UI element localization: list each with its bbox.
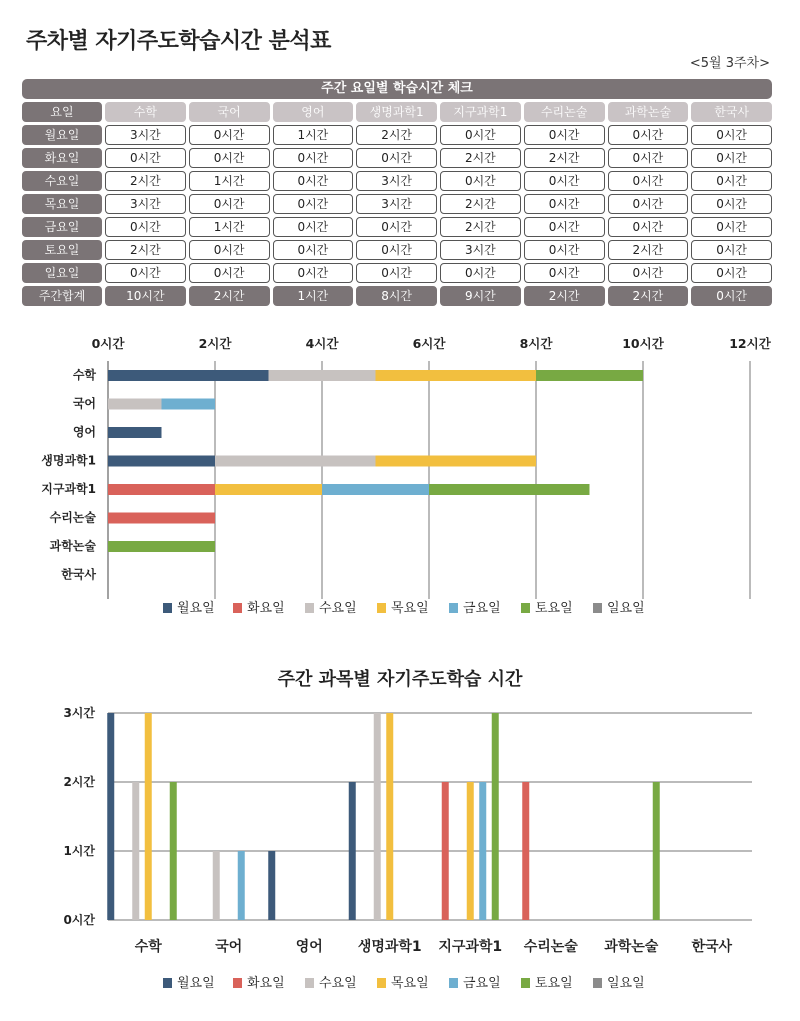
legend-swatch — [449, 978, 458, 988]
x-tick-label: 12시간 — [729, 336, 771, 351]
bar — [238, 851, 245, 920]
y-tick-label: 1시간 — [63, 844, 95, 858]
legend-label: 목요일 — [391, 601, 429, 616]
table-cell: 0시간 — [608, 217, 689, 237]
table-cell: 2시간 — [440, 194, 521, 214]
legend-label: 화요일 — [247, 601, 285, 616]
row-day-label: 토요일 — [22, 240, 102, 260]
table-cell: 1시간 — [189, 171, 270, 191]
table-cell: 1시간 — [189, 217, 270, 237]
legend-label: 수요일 — [319, 976, 357, 991]
y-category-label: 영어 — [72, 425, 96, 439]
x-category-label: 수리논술 — [523, 939, 578, 955]
legend-swatch — [163, 603, 172, 613]
table-cell: 0시간 — [691, 194, 772, 214]
total-cell: 2시간 — [189, 286, 270, 306]
total-cell: 2시간 — [608, 286, 689, 306]
y-category-label: 수학 — [72, 368, 96, 382]
y-category-label: 생명과학1 — [41, 453, 96, 468]
table-cell: 0시간 — [608, 171, 689, 191]
y-category-label: 과학논술 — [49, 539, 96, 553]
table-cell: 0시간 — [691, 240, 772, 260]
bar — [374, 713, 381, 920]
y-category-label: 수리논술 — [49, 510, 96, 525]
legend-label: 목요일 — [391, 976, 429, 991]
table-cell: 0시간 — [691, 217, 772, 237]
table-row — [22, 125, 772, 145]
table-cell: 0시간 — [691, 263, 772, 283]
table-cell: 3시간 — [105, 125, 186, 145]
legend-label: 월요일 — [177, 976, 215, 991]
table-cell: 0시간 — [440, 125, 521, 145]
total-label: 주간합계 — [22, 286, 102, 306]
table-cell: 0시간 — [189, 263, 270, 283]
row-day-label: 수요일 — [22, 171, 102, 191]
x-category-label: 수학 — [134, 939, 162, 955]
column-header-day: 요일 — [22, 102, 102, 122]
legend-label: 화요일 — [247, 976, 285, 991]
table-cell: 0시간 — [608, 194, 689, 214]
table-cell: 0시간 — [524, 217, 605, 237]
x-tick-label: 6시간 — [412, 336, 446, 351]
table-row — [22, 148, 772, 168]
legend-label: 일요일 — [607, 976, 645, 991]
x-category-label: 과학논술 — [604, 939, 659, 955]
table-cell: 3시간 — [105, 194, 186, 214]
x-tick-label: 0시간 — [91, 336, 125, 351]
table-cell: 0시간 — [273, 217, 354, 237]
bar — [268, 851, 275, 920]
weekly-table — [22, 79, 772, 309]
table-cell: 0시간 — [524, 240, 605, 260]
column-header-subject: 생명과학1 — [356, 102, 437, 122]
bar-segment — [108, 484, 215, 495]
table-cell: 0시간 — [608, 263, 689, 283]
legend-label: 금요일 — [463, 601, 501, 616]
page-title: 주차별 자기주도학습시간 분석표 — [26, 29, 331, 54]
bar-segment — [536, 370, 643, 381]
table-cell: 2시간 — [356, 125, 437, 145]
table-cell: 2시간 — [440, 217, 521, 237]
column-header-subject: 수학 — [105, 102, 186, 122]
bar-segment — [108, 541, 215, 552]
table-cell: 0시간 — [273, 263, 354, 283]
table-cell: 0시간 — [691, 171, 772, 191]
bar — [170, 782, 177, 920]
bar-segment — [162, 399, 216, 410]
legend-swatch — [233, 603, 242, 613]
bar — [349, 782, 356, 920]
legend-label: 월요일 — [177, 601, 215, 616]
x-tick-label: 2시간 — [198, 336, 232, 351]
table-cell: 0시간 — [356, 217, 437, 237]
column-header-subject: 국어 — [189, 102, 270, 122]
table-cell: 0시간 — [105, 263, 186, 283]
y-category-label: 국어 — [72, 396, 96, 411]
x-tick-label: 4시간 — [305, 336, 339, 351]
table-cell: 2시간 — [608, 240, 689, 260]
bar — [442, 782, 449, 920]
table-cell: 3시간 — [440, 240, 521, 260]
table-cell: 0시간 — [524, 263, 605, 283]
table-cell: 0시간 — [440, 263, 521, 283]
column-header-subject: 지구과학1 — [440, 102, 521, 122]
bar — [653, 782, 660, 920]
x-tick-label: 10시간 — [622, 336, 664, 351]
legend-swatch — [377, 603, 386, 613]
table-cell: 0시간 — [524, 194, 605, 214]
bar-segment — [108, 456, 215, 467]
y-tick-label: 0시간 — [63, 913, 95, 927]
table-header: 주간 요일별 학습시간 체크 — [22, 79, 772, 99]
legend-swatch — [593, 978, 602, 988]
bar — [479, 782, 486, 920]
bar-segment — [108, 427, 162, 438]
legend-swatch — [305, 603, 314, 613]
row-day-label: 화요일 — [22, 148, 102, 168]
table-cell: 0시간 — [273, 148, 354, 168]
vertical-grouped-chart — [0, 655, 800, 1000]
table-cell: 1시간 — [273, 125, 354, 145]
row-day-label: 금요일 — [22, 217, 102, 237]
legend-label: 토요일 — [535, 976, 573, 991]
bar — [132, 782, 139, 920]
total-cell: 8시간 — [356, 286, 437, 306]
table-cell: 0시간 — [189, 125, 270, 145]
table-cell: 0시간 — [273, 240, 354, 260]
x-category-label: 국어 — [215, 939, 243, 955]
y-tick-label: 2시간 — [63, 775, 95, 789]
bar-segment — [215, 484, 322, 495]
table-cell: 3시간 — [356, 171, 437, 191]
bar — [492, 713, 499, 920]
total-cell: 1시간 — [273, 286, 354, 306]
table-cell: 3시간 — [356, 194, 437, 214]
table-row — [22, 240, 772, 260]
bar — [107, 713, 114, 920]
table-cell: 0시간 — [356, 263, 437, 283]
column-header-subject: 과학논술 — [608, 102, 689, 122]
legend-swatch — [305, 978, 314, 988]
table-cell: 0시간 — [608, 125, 689, 145]
x-category-label: 생명과학1 — [357, 939, 422, 955]
table-row — [22, 217, 772, 237]
bar-segment — [376, 370, 537, 381]
bar-segment — [322, 484, 429, 495]
chart-title: 주간 과목별 자기주도학습 시간 — [277, 669, 523, 690]
row-day-label: 월요일 — [22, 125, 102, 145]
legend-swatch — [377, 978, 386, 988]
column-header-subject: 수리논술 — [524, 102, 605, 122]
table-cell: 2시간 — [524, 148, 605, 168]
table-row — [22, 194, 772, 214]
legend-label: 금요일 — [463, 976, 501, 991]
x-tick-label: 8시간 — [519, 336, 553, 351]
bar — [145, 713, 152, 920]
bar-segment — [269, 370, 376, 381]
bar — [522, 782, 529, 920]
table-cell: 0시간 — [273, 171, 354, 191]
y-category-label: 지구과학1 — [41, 482, 96, 496]
bar-segment — [108, 513, 215, 524]
x-category-label: 지구과학1 — [438, 939, 503, 955]
legend-swatch — [521, 978, 530, 988]
table-cell: 0시간 — [105, 148, 186, 168]
bar-segment — [429, 484, 590, 495]
table-cell: 0시간 — [189, 194, 270, 214]
table-cell: 0시간 — [691, 125, 772, 145]
total-cell: 0시간 — [691, 286, 772, 306]
bar-segment — [108, 399, 162, 410]
bar-segment — [215, 456, 376, 467]
week-label: <5월 3주차> — [689, 56, 770, 71]
bar — [467, 782, 474, 920]
y-category-label: 한국사 — [61, 567, 96, 582]
table-cell: 0시간 — [524, 171, 605, 191]
legend-swatch — [449, 603, 458, 613]
row-day-label: 목요일 — [22, 194, 102, 214]
legend-swatch — [593, 603, 602, 613]
total-cell: 9시간 — [440, 286, 521, 306]
y-tick-label: 3시간 — [63, 706, 95, 720]
table-row — [22, 263, 772, 283]
x-category-label: 한국사 — [691, 939, 733, 955]
column-header-subject: 한국사 — [691, 102, 772, 122]
column-header-subject: 영어 — [273, 102, 354, 122]
table-cell: 0시간 — [356, 148, 437, 168]
legend-label: 일요일 — [607, 601, 645, 616]
table-cell: 0시간 — [189, 148, 270, 168]
table-cell: 2시간 — [105, 171, 186, 191]
table-cell: 0시간 — [524, 125, 605, 145]
table-cell: 0시간 — [105, 217, 186, 237]
table-cell: 2시간 — [105, 240, 186, 260]
x-category-label: 영어 — [295, 939, 323, 955]
legend-swatch — [163, 978, 172, 988]
table-cell: 0시간 — [273, 194, 354, 214]
table-cell: 0시간 — [691, 148, 772, 168]
bar — [386, 713, 393, 920]
table-column-header-row — [22, 102, 772, 122]
row-day-label: 일요일 — [22, 263, 102, 283]
bar-segment — [376, 456, 537, 467]
table-cell: 0시간 — [356, 240, 437, 260]
total-cell: 2시간 — [524, 286, 605, 306]
table-row — [22, 171, 772, 191]
table-cell: 2시간 — [440, 148, 521, 168]
bar-segment — [108, 370, 269, 381]
legend-label: 수요일 — [319, 601, 357, 616]
table-cell: 0시간 — [608, 148, 689, 168]
table-total-row — [22, 286, 772, 306]
horizontal-stacked-chart — [0, 325, 800, 625]
table-cell: 0시간 — [440, 171, 521, 191]
table-cell: 0시간 — [189, 240, 270, 260]
legend-swatch — [521, 603, 530, 613]
legend-label: 토요일 — [535, 601, 573, 616]
table-body — [22, 102, 772, 306]
total-cell: 10시간 — [105, 286, 186, 306]
bar — [213, 851, 220, 920]
legend-swatch — [233, 978, 242, 988]
